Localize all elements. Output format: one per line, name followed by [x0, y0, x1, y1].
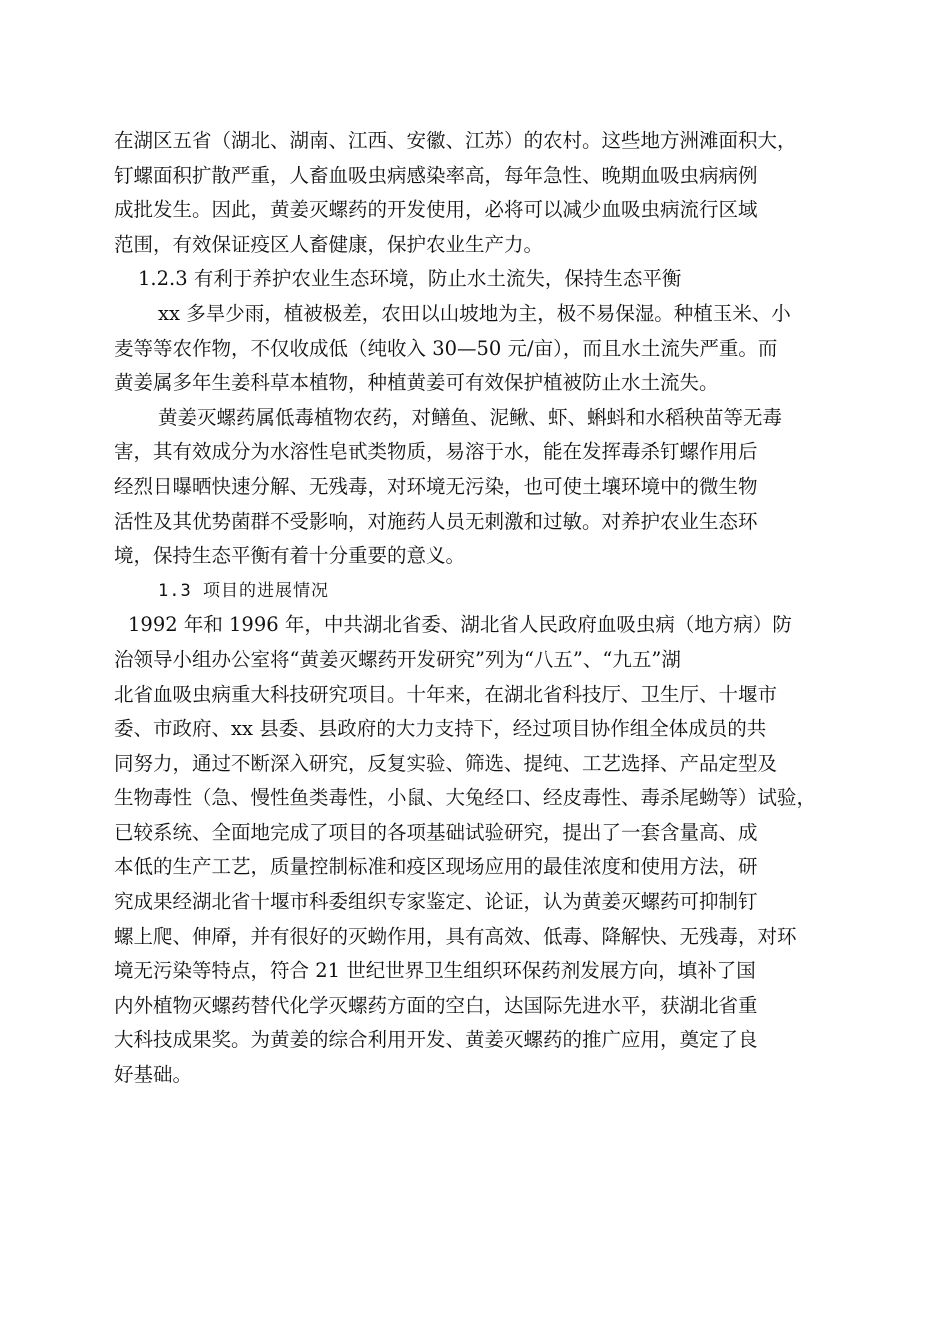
paragraph-line: 本低的生产工艺，质量控制标准和疫区现场应用的最佳浓度和使用方法，研	[114, 855, 758, 879]
paragraph-line: 北省血吸虫病重大科技研究项目。十年来，在湖北省科技厅、卫生厅、十堰市	[114, 682, 778, 706]
paragraph-line: 委、市政府、xx 县委、县政府的大力支持下，经过项目协作组全体成员的共	[114, 717, 767, 741]
paragraph-line: 好基础。	[114, 1063, 193, 1087]
paragraph-line: xx 多旱少雨，植被极差，农田以山坡地为主，极不易保湿。种植玉米、小	[158, 301, 791, 325]
paragraph-line: 究成果经湖北省十堰市科委组织专家鉴定、论证，认为黄姜灭螺药可抑制钉	[114, 890, 758, 914]
paragraph-line: 境无污染等特点，符合 21 世纪世界卫生组织环保药剂发展方向，填补了国	[114, 959, 756, 983]
section-heading-1-3: 1.3 项目的进展情况	[158, 580, 329, 601]
paragraph-line: 治领导小组办公室将“黄姜灭螺药开发研究”列为“八五”、“九五”湖	[114, 647, 681, 671]
paragraph-line: 1992 年和 1996 年，中共湖北省委、湖北省人民政府血吸虫病（地方病）防	[128, 613, 792, 637]
paragraph-line: 麦等等农作物，不仅收成低（纯收入 30—50 元/亩），而且水土流失严重。而	[114, 336, 778, 360]
paragraph-line: 范围，有效保证疫区人畜健康，保护农业生产力。	[114, 232, 544, 256]
paragraph-line: 经烈日曝晒快速分解、无残毒，对环境无污染，也可使土壤环境中的微生物	[114, 474, 758, 498]
paragraph-line: 同努力，通过不断深入研究，反复实验、筛选、提纯、工艺选择、产品定型及	[114, 751, 778, 775]
paragraph-line: 螺上爬、伸厣，并有很好的灭蚴作用，具有高效、低毒、降解快、无残毒，对环	[114, 924, 797, 948]
paragraph-line: 黄姜属多年生姜科草本植物，种植黄姜可有效保护植被防止水土流失。	[114, 371, 719, 395]
paragraph-line: 成批发生。因此，黄姜灭螺药的开发使用，必将可以减少血吸虫病流行区域	[114, 198, 758, 222]
paragraph-line: 内外植物灭螺药替代化学灭螺药方面的空白，达国际先进水平，获湖北省重	[114, 993, 758, 1017]
paragraph-line: 已较系统、全面地完成了项目的各项基础试验研究，提出了一套含量高、成	[114, 820, 758, 844]
paragraph-line: 活性及其优势菌群不受影响，对施药人员无刺激和过敏。对养护农业生态环	[114, 509, 758, 533]
paragraph-line: 大科技成果奖。为黄姜的综合利用开发、黄姜灭螺药的推广应用，奠定了良	[114, 1028, 758, 1052]
section-heading-1-2-3: 1.2.3 有利于养护农业生态环境，防止水土流失，保持生态平衡	[138, 267, 682, 291]
document-body	[114, 124, 854, 1093]
paragraph-line: 害，其有效成分为水溶性皂甙类物质，易溶于水，能在发挥毒杀钉螺作用后	[114, 440, 758, 464]
paragraph-line: 在湖区五省（湖北、湖南、江西、安徽、江苏）的农村。这些地方洲滩面积大，	[114, 129, 797, 152]
paragraph-line: 钉螺面积扩散严重，人畜血吸虫病感染率高，每年急性、晚期血吸虫病病例	[114, 163, 758, 187]
paragraph-line: 境，保持生态平衡有着十分重要的意义。	[114, 544, 466, 568]
paragraph-line: 生物毒性（急、慢性鱼类毒性，小鼠、大兔经口、经皮毒性、毒杀尾蚴等）试验，	[114, 786, 817, 810]
paragraph-line: 黄姜灭螺药属低毒植物农药，对鳝鱼、泥鳅、虾、蝌蚪和水稻秧苗等无毒	[158, 405, 783, 429]
